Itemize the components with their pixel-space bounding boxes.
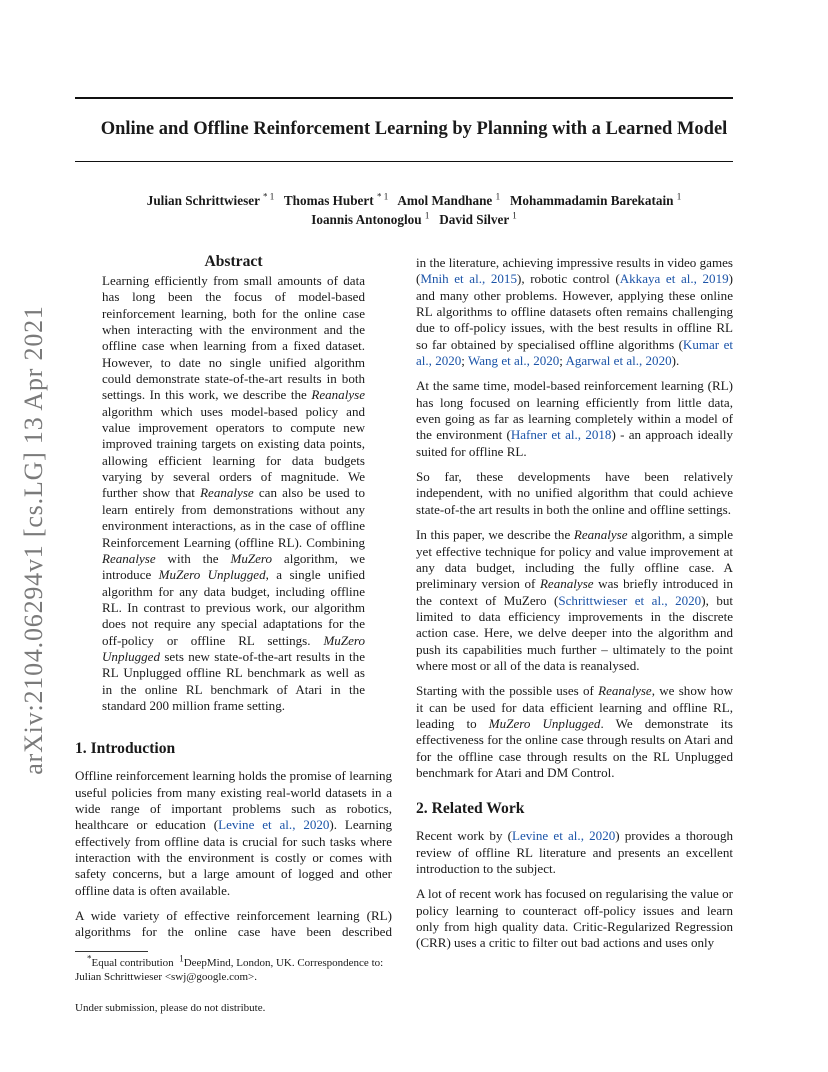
intro-paragraph-5: In this paper, we describe the Reanalyse algorithm, a simple yet effective technique for policy and value improvement at any data budget, including the fully offline case. A preliminary version of Reanalyse was briefly introduced in the context of MuZero (Schrittwieser et al., 2020), but limited to data efficiency improvements in the discrete action case. Here, we delve deeper into the algorithm and push its capabilities much further – ultimately to the point where most or all of the data is reanalysed.	[416, 527, 734, 673]
intro-paragraph-2-start: A wide variety of effective reinforcement learning (RL) algorithms for the online case have been described	[75, 908, 392, 940]
paper-title: Online and Offline Reinforcement Learning by Planning with a Learned Model	[100, 119, 728, 139]
emphasis: Reanalyse	[102, 550, 156, 566]
author-name: Amol Mandhane	[397, 193, 493, 208]
author-name: Mohammadamin Barekatain	[509, 193, 674, 208]
related-work-paragraph-1: Recent work by (Levine et al., 2020) provides a thorough review of offline RL literature and presents an excellent introduction to the subject.	[416, 828, 733, 876]
footnote-contribution: Equal contribution	[91, 956, 174, 969]
emphasis: Reanalyse	[573, 527, 628, 543]
author-marks: 1	[512, 210, 517, 221]
introduction-heading: 1. Introduction	[75, 740, 176, 758]
author-marks: * 1	[262, 191, 275, 202]
author-list	[75, 191, 753, 229]
author-marks: * 1	[376, 191, 389, 202]
footnote-rule	[75, 951, 148, 952]
citation-link[interactable]: Wang et al., 2020	[467, 353, 560, 369]
emphasis: MuZero Unplugged	[102, 632, 365, 664]
author-marks: 1	[424, 210, 430, 221]
citation-link[interactable]: Agarwal et al., 2020	[565, 353, 672, 369]
author-marks: 1	[495, 191, 501, 202]
left-column	[75, 252, 392, 1015]
abstract-text: Learning efficiently from small amounts of data has long been the focus of model-based reinforcement learning, both for the online case when interacting with the environment and the offline case when learning from a fixed dataset. However, to date no single unified algorithm could demonstrate state-of-the-art results in both settings. In this work, we describe the Reanalyse algorithm which uses model-based policy and value improvement operators to compute new improved training targets on existing data points, allowing efficient learning for data budgets varying by several orders of magnitude. We further show that Reanalyse can also be used to learn entirely from demonstrations without any environment interactions, as in the case of offline Reinforcement Learning (offline RL). Combining Reanalyse with the MuZero algorithm, we introduce MuZero Unplugged, a single unified algorithm for any data budget, including offline RL. In contrast to previous work, our algorithm does not require any special adaptations for the off-policy or offline RL settings. MuZero Unplugged sets new state-of-the-art results in the RL Unplugged offline RL benchmark as well as in the online RL benchmark of Atari in the standard 200 million frame setting.	[102, 273, 366, 713]
emphasis: MuZero	[230, 550, 273, 566]
related-work-heading: 2. Related Work	[416, 800, 525, 818]
emphasis: Reanalyse	[311, 387, 365, 403]
intro-paragraph-2-continued: in the literature, achieving impressive results in video games (Mnih et al., 2015), robotic control (Akkaya et al., 2019) and many other problems. However, applying these online RL algorithms to offline datasets often remains challenging due to off-policy issues, with the best results in offline RL so far obtained by specialised offline algorithms (Kumar et al., 2020; Wang et al., 2020; Agarwal et al., 2020).	[416, 255, 733, 369]
citation-link[interactable]: Mnih et al., 2015	[420, 271, 517, 287]
title-bottom-rule	[75, 161, 733, 162]
author-name: Ioannis Antonoglou	[311, 212, 422, 227]
citation-link[interactable]: Akkaya et al., 2019	[619, 271, 729, 287]
emphasis: MuZero Unplugged	[158, 567, 266, 583]
citation-link[interactable]: Hafner et al., 2018	[510, 427, 612, 443]
citation-link[interactable]: Levine et al., 2020	[512, 828, 616, 844]
footnote-affiliations	[75, 953, 392, 984]
intro-paragraph-1: Offline reinforcement learning holds the promise of learning useful policies from many existing real-world datasets in a wide range of important problems such as robotics, healthcare or education (Levine et al., 2020). Learning effectively from offline data is crucial for such tasks where interaction with the environment is costly or comes with safety concerns, but a large amount of logged and other offline data is often available.	[75, 768, 392, 898]
footnote-mark: 1	[179, 953, 184, 964]
emphasis: Reanalyse	[539, 576, 594, 592]
intro-paragraph-3: At the same time, model-based reinforcement learning (RL) has long focused on learning efficiently from little data, even going as far as learning completely within a model of the environment (Hafner et al., 2018) - an approach ideally suited for offline RL.	[416, 378, 733, 459]
author-name: Thomas Hubert	[283, 193, 374, 208]
footnote-affiliation: DeepMind, London, UK. Correspondence to: Julian Schrittwieser <swj@google.com>.	[75, 956, 384, 983]
abstract-heading: Abstract	[204, 253, 263, 270]
citation-link[interactable]: Schrittwieser et al., 2020	[558, 592, 702, 608]
emphasis: MuZero Unplugged	[488, 715, 601, 731]
intro-paragraph-6: Starting with the possible uses of Reanalyse, we show how it can be used for data efficient learning and offline RL, leading to MuZero Unplugged. We demonstrate its effectiveness for the online case through results on Atari and for the offline case through results on the RL Unplugged benchmark for Atari and DM Control.	[416, 683, 733, 780]
author-name: David Silver	[439, 212, 509, 227]
author-name: Julian Schrittwieser	[146, 193, 260, 208]
emphasis: Reanalyse	[200, 485, 254, 501]
intro-paragraph-4: So far, these developments have been relatively independent, with no unified algorithm that could achieve state-of-the art results in both the online and offline settings.	[416, 469, 733, 517]
submission-notice: Under submission, please do not distribute.	[75, 1001, 266, 1014]
title-top-rule	[75, 97, 733, 99]
arxiv-identifier: arXiv:2104.06294v1 [cs.LG] 13 Apr 2021	[19, 305, 48, 775]
author-marks: 1	[676, 191, 682, 202]
citation-link[interactable]: Levine et al., 2020	[218, 817, 330, 833]
right-column	[416, 255, 733, 952]
related-work-paragraph-2: A lot of recent work has focused on regularising the value or policy learning to counteract off-policy issues and learn only from high quality data. Critic-Regularized Regression (CRR) uses a critic to filter out bad actions and uses only	[416, 886, 733, 951]
footnote-mark: *	[87, 953, 92, 964]
emphasis: Reanalyse	[598, 683, 652, 699]
citation-link[interactable]: Kumar et al., 2020	[416, 336, 733, 369]
